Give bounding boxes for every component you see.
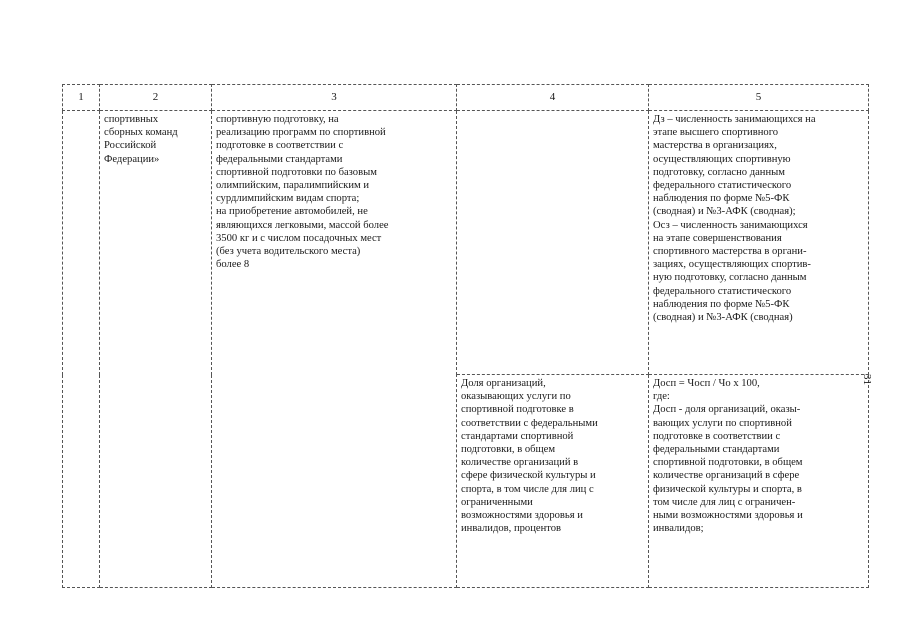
- purpose-text: спортивную подготовку, на реализацию программ по спортивной подготовке в соответствии с федеральными стандартами спортивной подготовки по базовым олимпийским, паралимпийским и сурдлимпийским видам спорта; на приобретение автомобилей, не являющихся легковыми, массой более 3500 кг и с числом посадочных мест (без учета водительского места) более 8: [216, 114, 389, 271]
- table-row: [63, 111, 869, 375]
- row-number-cell: [63, 111, 100, 588]
- header-col-2: 2: [100, 85, 212, 111]
- header-col-4: 4: [457, 85, 649, 111]
- formula-text: Дз – численность занимающихся на этапе высшего спортивного мастерства в организациях, осуществляющих спортивную подготовку, согласно данным федерального статистического наблюдения по форме №5-ФК (сводная) и №3-АФК (сводная); Осз – численность занимающихся на этапе совершенствования спортивного мастерства в органи- зациях, осуществляющих спортив- ную подготовку, согласно данным федерального статистического наблюдения по форме №5-ФК (сводная) и №3-АФК (сводная): [653, 114, 816, 324]
- subject-text: спортивных сборных команд Российской Федерации»: [104, 114, 178, 165]
- header-col-1: 1: [63, 85, 100, 111]
- row-number-text: [63, 111, 99, 115]
- purpose-cell: [212, 111, 457, 588]
- header-col-3: 3: [212, 85, 457, 111]
- document-table: [62, 84, 869, 588]
- page-number: 31: [861, 374, 873, 385]
- formula-cell-2: [649, 375, 869, 588]
- indicator-cell-empty: [457, 111, 649, 375]
- header-col-5: 5: [649, 85, 869, 111]
- indicator-text-empty: [457, 111, 648, 115]
- indicator-cell: [457, 375, 649, 588]
- subject-cell: [100, 111, 212, 588]
- formula-cell: [649, 111, 869, 375]
- table-header-row: [63, 85, 869, 111]
- formula-text-2: Досп = Чосп / Чо х 100, где: Досп - доля организаций, оказы- вающих услуги по спортивной подготовке в соответствии с федеральными стандартами спортивной подготовки, в общем количестве организаций в сфере физической культуры и спорта, в том числе для лиц с ограничен- ными возможностями здоровья и инвалидов;: [653, 378, 803, 535]
- indicator-text: Доля организаций, оказывающих услуги по спортивной подготовке в соответствии с федеральными стандартами спортивной подготовки, в общем количестве организаций в сфере физической культуры и спорта, в том числе для лиц с ограниченными возможностями здоровья и инвалидов, процентов: [461, 378, 598, 535]
